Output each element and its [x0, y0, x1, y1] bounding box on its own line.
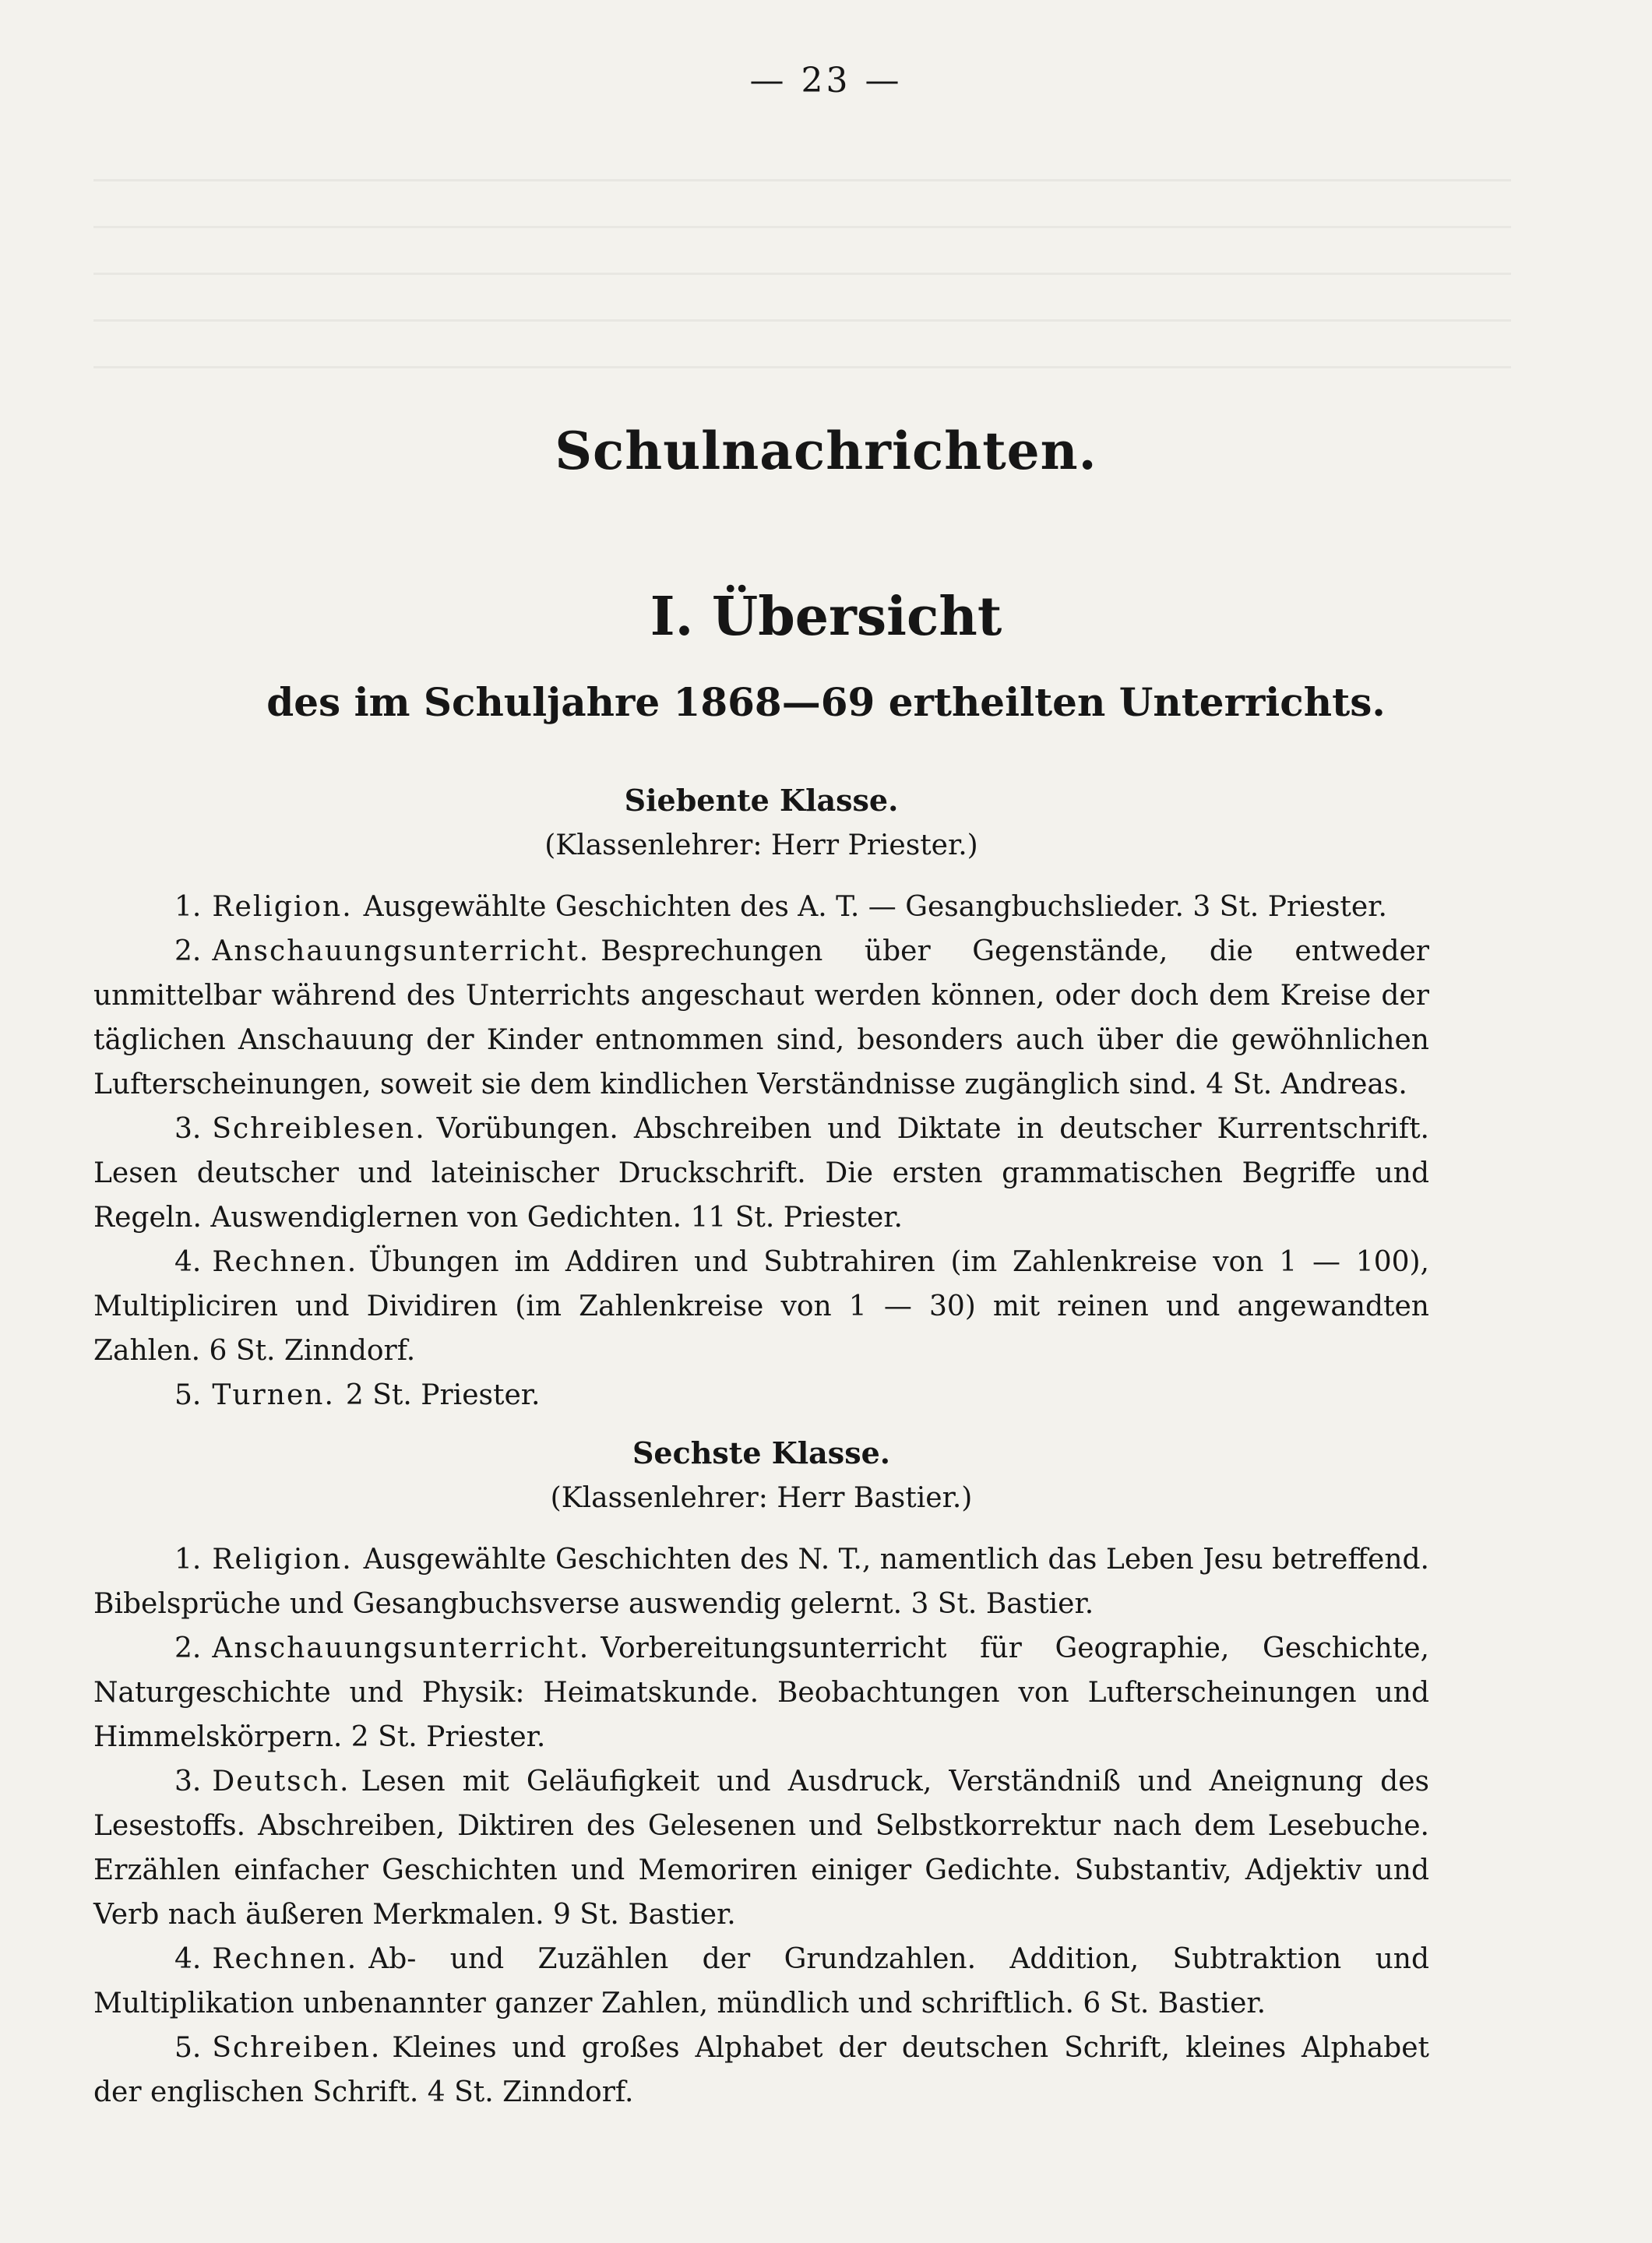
entry-subject: Rechnen. [212, 1246, 358, 1278]
entry-number: 1. [174, 1544, 202, 1576]
show-through-line [93, 319, 1511, 322]
entry-text: Ab- und Zuzählen der Grundzahlen. Addition, Subtraktion und Multiplikation unbenannter ganzer Zahlen, mündlich und schriftlich. 6 St. Bastier. [93, 1943, 1429, 2019]
subject-entry [93, 1537, 1429, 1626]
subject-entry [93, 1759, 1429, 1937]
entry-text: 2 St. Priester. [345, 1379, 541, 1411]
subject-entry [93, 1240, 1429, 1373]
entry-text: Kleines und großes Alphabet der deutschen Schrift, kleines Alphabet der englischen Schrift. 4 St. Zinndorf. [93, 2032, 1429, 2108]
entry-subject: Deutsch. [212, 1766, 350, 1798]
entry-text: Ausgewählte Geschichten des N. T., namentlich das Leben Jesu betreffend. Bibelsprüche und Gesangbuchsverse auswendig gelernt. 3 St. Bastier. [93, 1544, 1429, 1620]
entry-number: 4. [174, 1943, 202, 1975]
entry-subject: Schreiben. [212, 2032, 382, 2064]
subject-entry [93, 1107, 1429, 1240]
show-through-line [93, 366, 1511, 368]
page-title: Schulnachrichten. [555, 421, 1097, 481]
page-number: — 23 — [749, 61, 903, 100]
entry-number: 5. [174, 1379, 202, 1411]
entry-subject: Anschauungsunterricht. [212, 1632, 590, 1664]
entry-number: 3. [174, 1766, 202, 1798]
subject-entry [93, 885, 1429, 929]
show-through-line [93, 273, 1511, 275]
subject-entry [93, 1373, 1429, 1417]
entry-text: Vorbereitungsunterricht für Geographie, Geschichte, Naturgeschichte und Physik: Heimatskunde. Beobachtungen von Lufterscheinungen und Himmelskörpern. 2 St. Priester. [93, 1632, 1429, 1753]
entry-subject: Rechnen. [212, 1943, 358, 1975]
class-section-sixth [93, 1431, 1429, 2114]
entry-subject: Anschauungsunterricht. [212, 935, 590, 967]
section-heading: I. Übersicht [650, 586, 1002, 648]
entry-subject: Religion. [212, 1544, 353, 1576]
entry-text: Besprechungen über Gegenstände, die entweder unmittelbar während des Unterrichts angeschaut werden können, oder doch dem Kreise der täglichen Anschauung der Kinder entnommen sind, besonders auch über die gewöhnlichen Lufterscheinungen, soweit sie dem kindlichen Verständnisse zugänglich sind. 4 St. Andreas. [93, 935, 1429, 1100]
entry-subject: Schreiblesen. [212, 1113, 426, 1145]
class-heading: Sechste Klasse. [632, 1435, 890, 1470]
subject-entry [93, 1626, 1429, 1759]
section-subtitle: des im Schuljahre 1868—69 ertheilten Unterrichts. [266, 679, 1386, 725]
entry-subject: Turnen. [212, 1379, 335, 1411]
entry-text: Ausgewählte Geschichten des A. T. — Gesangbuchslieder. 3 St. Priester. [363, 891, 1387, 923]
entry-number: 2. [174, 935, 202, 967]
subject-entry [93, 2026, 1429, 2114]
entry-number: 3. [174, 1113, 202, 1145]
subject-entry [93, 1937, 1429, 2026]
class-teacher: (Klassenlehrer: Herr Priester.) [544, 829, 978, 861]
entry-number: 5. [174, 2032, 202, 2064]
entry-number: 2. [174, 1632, 202, 1664]
entry-number: 1. [174, 891, 202, 923]
entry-number: 4. [174, 1246, 202, 1278]
entry-text: Lesen mit Geläufigkeit und Ausdruck, Verständniß und Aneignung des Lesestoffs. Abschreiben, Diktiren des Gelesenen und Selbstkorrektur nach dem Lesebuche. Erzählen einfacher Geschichten und Memoriren einiger Gedichte. Substantiv, Adjektiv und Verb nach äußeren Merkmalen. 9 St. Bastier. [93, 1766, 1429, 1931]
entry-text: Übungen im Addiren und Subtrahiren (im Zahlenkreise von 1 — 100), Multipliciren und Dividiren (im Zahlenkreise von 1 — 30) mit reinen und angewandten Zahlen. 6 St. Zinndorf. [93, 1246, 1429, 1367]
class-teacher: (Klassenlehrer: Herr Bastier.) [550, 1482, 973, 1514]
entry-text: Vorübungen. Abschreiben und Diktate in deutscher Kurrentschrift. Lesen deutscher und lateinischer Druckschrift. Die ersten grammatischen Begriffe und Regeln. Auswendiglernen von Gedichten. 11 St. Priester. [93, 1113, 1429, 1234]
show-through-line [93, 226, 1511, 228]
entry-subject: Religion. [212, 891, 353, 923]
class-section-seventh [93, 779, 1429, 1417]
class-heading: Siebente Klasse. [624, 783, 899, 818]
subject-entry [93, 929, 1429, 1107]
show-through-line [93, 179, 1511, 181]
